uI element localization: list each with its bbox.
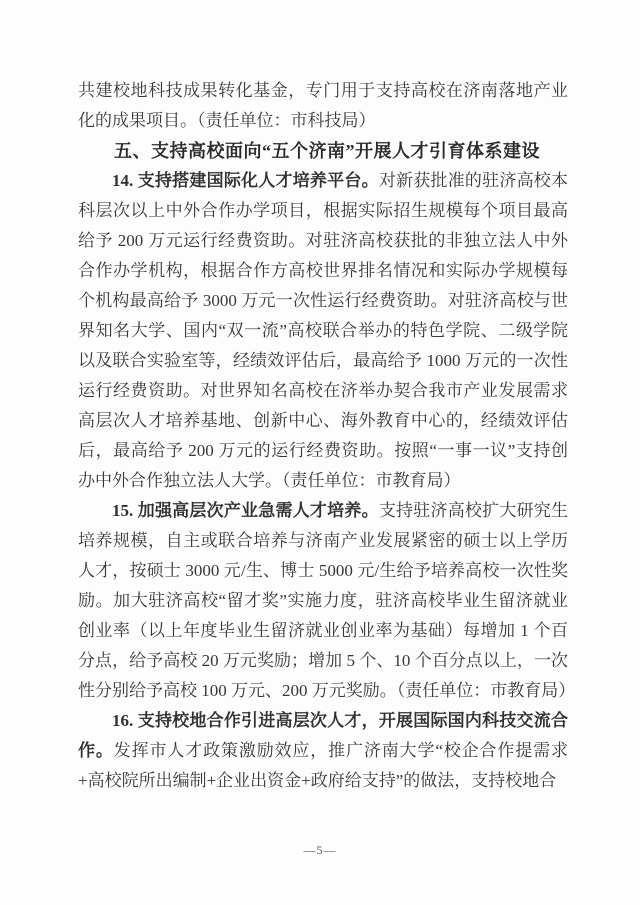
paragraph-lead: 15. 加强高层次产业急需人才培养。 — [112, 501, 379, 520]
paragraph-body: 对新获批准的驻济高校本科层次以上中外合作办学项目，根据实际招生规模每个项目最高给予 200 万元运行经费资助。对驻济高校获批的非独立法人中外合作办学机构，根据合作方高校世界排名情况和实际办学规模每个机构最高给予 3000 万元一次性运行经费资助。对驻济高校与世界知名大学、国内“双一流”高校联合举办的特色学院、二级学院以及联合实验室等，经绩效评估后，最高给予 1000 万元的一次性运行经费资助。对世界知名高校在济举办契合我市产业发展需求高层次人才培养基地、创新中心、海外教育中心的，经绩效评估后，最高给予 200 万元的运行经费资助。按照“一事一议”支持创办中外合作独立法人大学。（责任单位：市教育局） — [78, 171, 569, 490]
numbered-paragraphs — [78, 166, 576, 796]
numbered-paragraph — [78, 496, 576, 706]
document-body — [78, 76, 576, 796]
page-number: —5— — [303, 843, 337, 857]
continued-paragraph: 共建校地科技成果转化基金，专门用于支持高校在济南落地产业化的成果项目。（责任单位：市科技局） — [78, 81, 568, 130]
paragraph-lead: 16. 支持校地合作引进高层次人才，开展国际国内科技交流合作。 — [78, 711, 568, 760]
numbered-paragraph — [78, 166, 568, 496]
numbered-paragraph — [78, 706, 568, 796]
paragraph-body: 发挥市人才政策激励效应，推广济南大学“校企合作提需求+高校院所出编制+企业出资金+政府给支持”的做法，支持校地合 — [78, 741, 569, 790]
paragraph-lead: 14. 支持搭建国际化人才培养平台。 — [112, 171, 379, 190]
section-heading: 五、支持高校面向“五个济南”开展人才引育体系建设 — [114, 141, 540, 161]
paragraph-body: 支持驻济高校扩大研究生培养规模，自主或联合培养与济南产业发展紧密的硕士以上学历人才，按硕士 3000 元/生、博士 5000 元/生给予培养高校一次性奖励。加大驻济高校“留才奖”实施力度，驻济高校毕业生留济就业创业率（以上年度毕业生留济就业创业率为基础）每增加 1 个百分点，给予高校 20 万元奖励；增加 5 个、10 个百分点以上，一次性分别给予高校 100 万元、200 万元奖励。（责任单位：市教育局） — [78, 501, 576, 700]
